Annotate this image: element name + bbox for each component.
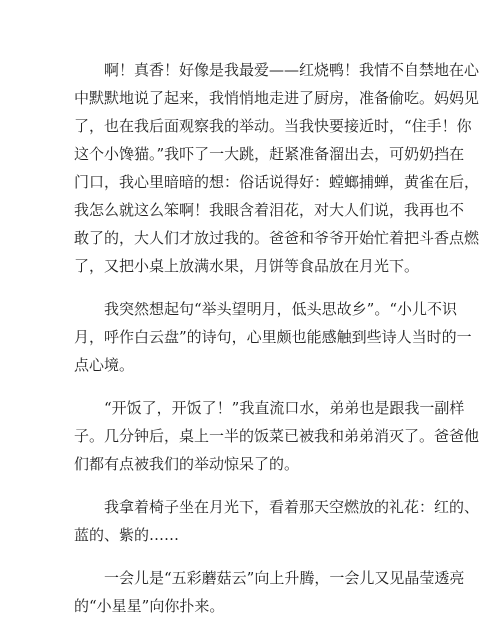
paragraph-5	[74, 564, 465, 620]
text-line: 的“小星星”向你扑来。	[74, 597, 225, 615]
text-line: 蓝的、紫的……	[74, 526, 180, 544]
text-line: 门口，我心里暗暗的想：俗话说得好：螳螂捕蝉，黄雀在后，	[74, 173, 480, 191]
text-line: 中默默地说了起来，我悄悄地走进了厨房，准备偷吃。妈妈见	[74, 89, 480, 107]
text-line: “开饭了，开饭了！”我直流口水，弟弟也是跟我一副样	[74, 399, 465, 417]
paragraph-2	[74, 295, 472, 379]
text-line: 点心境。	[74, 356, 135, 374]
paragraph-1	[74, 56, 480, 280]
text-line: 了，又把小桌上放满水果，月饼等食品放在月光下。	[74, 257, 420, 275]
text-line: 我怎么就这么笨啊！我眼含着泪花，对大人们说，我再也不	[74, 201, 465, 219]
text-line: 月，呼作白云盘”的诗句，心里颇也能感触到些诗人当时的一	[74, 328, 472, 346]
paragraph-3	[74, 394, 480, 478]
text-line: 们都有点被我们的举动惊呆了的。	[74, 455, 300, 473]
text-line: 这个小馋猫。”我吓了一大跳，赶紧准备溜出去，可奶奶挡在	[74, 145, 465, 163]
text-line: 子。几分钟后，桌上一半的饭菜已被我和弟弟消灭了。爸爸他	[74, 427, 480, 445]
text-line: 我突然想起句“举头望明月，低头思故乡”。“小儿不识	[74, 300, 458, 318]
text-line: 啊！真香！好像是我最爱——红烧鸭！我情不自禁地在心	[74, 61, 480, 79]
text-line: 我拿着椅子坐在月光下，看着那天空燃放的礼花：红的、	[74, 498, 480, 516]
article-body	[74, 56, 480, 635]
text-line: 敢了的，大人们才放过我的。爸爸和爷爷开始忙着把斗香点燃	[74, 229, 480, 247]
text-line: 了，也在我后面观察我的举动。当我快要接近时，“住手！你	[74, 117, 472, 135]
paragraph-4	[74, 493, 480, 549]
text-line: 一会儿是“五彩蘑菇云”向上升腾，一会儿又见晶莹透亮	[74, 569, 465, 587]
